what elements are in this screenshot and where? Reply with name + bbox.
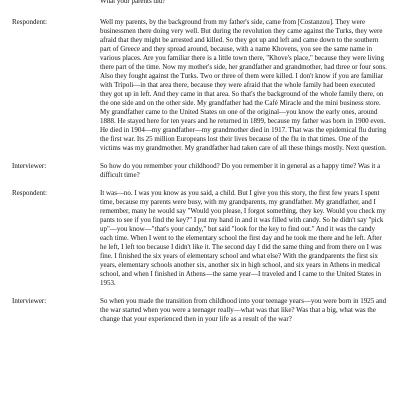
speaker-label: Interviewer: <box>12 162 47 170</box>
transcript-block <box>12 162 388 180</box>
speaker-spacer <box>12 0 100 6</box>
transcript-block <box>12 18 388 153</box>
transcript-top-line-row <box>12 0 388 6</box>
transcript-text: Well my parents, by the background from my father's side, came from [Costanzou]. They were businessmen there doing very well. But during the revolution they came against the Turks, they were afraid that they might be arrested and killed. So they got up and left and came down to the southern part of Greece and they spread around, because, with a name Khovens, you see the same name in various places. Are you familiar there is a little town there, "Khove's place," because they were living there part of the time. Now my mother's side, her grandfather and grandmother, had three or four sons. Also they fought against the Turks. Two or three of them were killed. I don't know if you are familiar with Tripoli—in that area there, because they were afraid that the whole family had been executed they got up in left. And they came in that area. So that's the background of the whole family there, on the one side and on the other side. My grandfather had the Café Miracle and the mini business store. My grandfather came to the United States on one of the original—you know the early ones, around 1888. He stayed here for ten years and he returned in 1899, because my father was born in 1900 even. He died in 1904—my grandfather—my grandmother died in 1917. That was the epidemical flu during the first war. Its 25 million Europeans lost their lives because of the flu in that times. One of the victims was my grandmother. My grandfather had taken care of all these things mostly. Next question. <box>100 18 387 152</box>
transcript-text: So how do you remember your childhood? Do you remember it in general as a happy time? Was it a difficult time? <box>100 162 381 179</box>
speaker-label: Respondent: <box>12 189 47 197</box>
transcript-block <box>12 297 388 324</box>
speaker-label: Respondent: <box>12 18 47 26</box>
transcript-block <box>12 189 388 288</box>
speaker-label: Interviewer: <box>12 297 47 305</box>
transcript-text: It was—no. I was you know as you said, a child. But I give you this story, the first few years I spent time, because my parents were busy, with my grandparents, my grandfather. My grandfather, and I remember, many he would say "Would you please, I forgot something, they key. Would you check my pants to see if you find the key?" I put my hand in and it was filled with candy. So he didn't say "pick up"—you know—"that's your candy," but said "look for the key to find out." And it was the candy each time. When I went to the elementary school the first day and he took me there and he left. After he left, I left too because I didn't like it. The second day I did the same thing and from there on I was fine. I finished the six years of elementary school and what else? With the grandparents the first six years, elementary schools another six, another six in high school, and six years in Athens in medical school, and when I finished in Athens—the same year—I traveled and I came to the United States in 1953. <box>100 189 386 287</box>
top-line-text: What your parents did? <box>100 0 166 5</box>
transcript-text: So when you made the transition from childhood into your teenage years—you were born in 1925 and the war started when you were a teenager really—what was that like? Was that a big, what was the change that your experienced then in your life as a result of the war? <box>100 297 387 323</box>
